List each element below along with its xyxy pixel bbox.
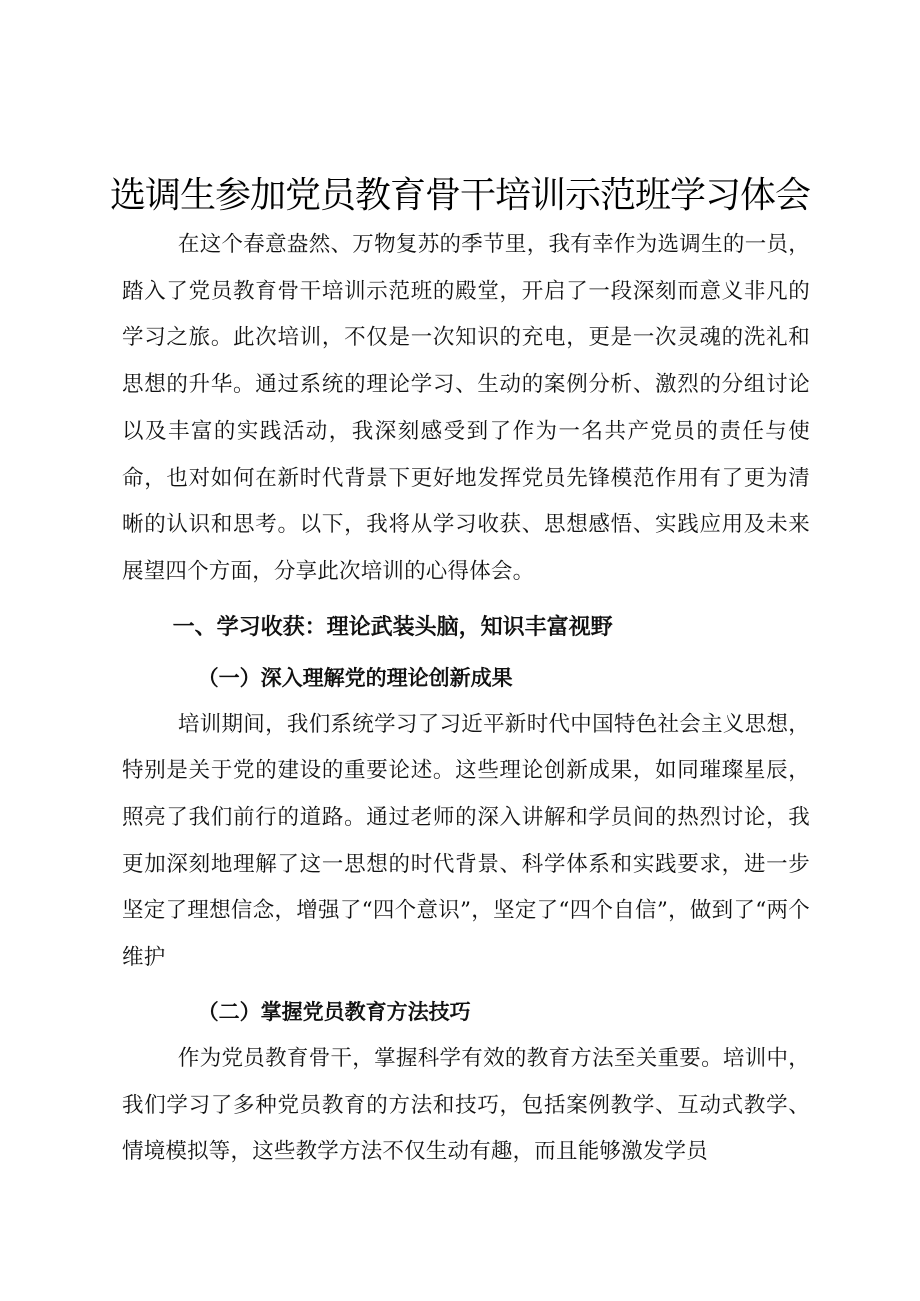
subsection-1-paragraph: 培训期间，我们系统学习了习近平新时代中国特色社会主义思想，特别是关于党的建设的重要论述。这些理论创新成果，如同璀璨星辰，照亮了我们前行的道路。通过老师的深入讲解和学员间的热烈讨论，我更加深刻地理解了这一思想的时代背景、科学体系和实践要求，进一步坚定了理想信念，增强了“四个意识”，坚定了“四个自信”，做到了“两个维护 — [122, 711, 810, 971]
intro-paragraph: 在这个春意盎然、万物复苏的季节里，我有幸作为选调生的一员，踏入了党员教育骨干培训示范班的殿堂，开启了一段深刻而意义非凡的学习之旅。此次培训，不仅是一次知识的充电，更是一次灵魂的洗礼和思想的升华。通过系统的理论学习、生动的案例分析、激烈的分组讨论以及丰富的实践活动，我深刻感受到了作为一名共产党员的责任与使命，也对如何在新时代背景下更好地发挥党员先锋模范作用有了更为清晰的认识和思考。以下，我将从学习收获、思想感悟、实践应用及未来展望四个方面，分享此次培训的心得体会。 — [122, 232, 810, 584]
subsection-2-paragraph: 作为党员教育骨干，掌握科学有效的教育方法至关重要。培训中，我们学习了多种党员教育的方法和技巧，包括案例教学、互动式教学、情境模拟等，这些教学方法不仅生动有趣，而且能够激发学员 — [122, 1045, 810, 1165]
document-body — [122, 222, 810, 1176]
document-title: 选调生参加党员教育骨干培训示范班学习体会 — [109, 175, 810, 216]
subsection-1-heading: （一）深入理解党的理论创新成果 — [197, 664, 513, 690]
subsection-2-heading: （二）掌握党员教育方法技巧 — [197, 998, 471, 1024]
section-1-heading: 一、学习收获：理论武装头脑，知识丰富视野 — [172, 614, 613, 640]
